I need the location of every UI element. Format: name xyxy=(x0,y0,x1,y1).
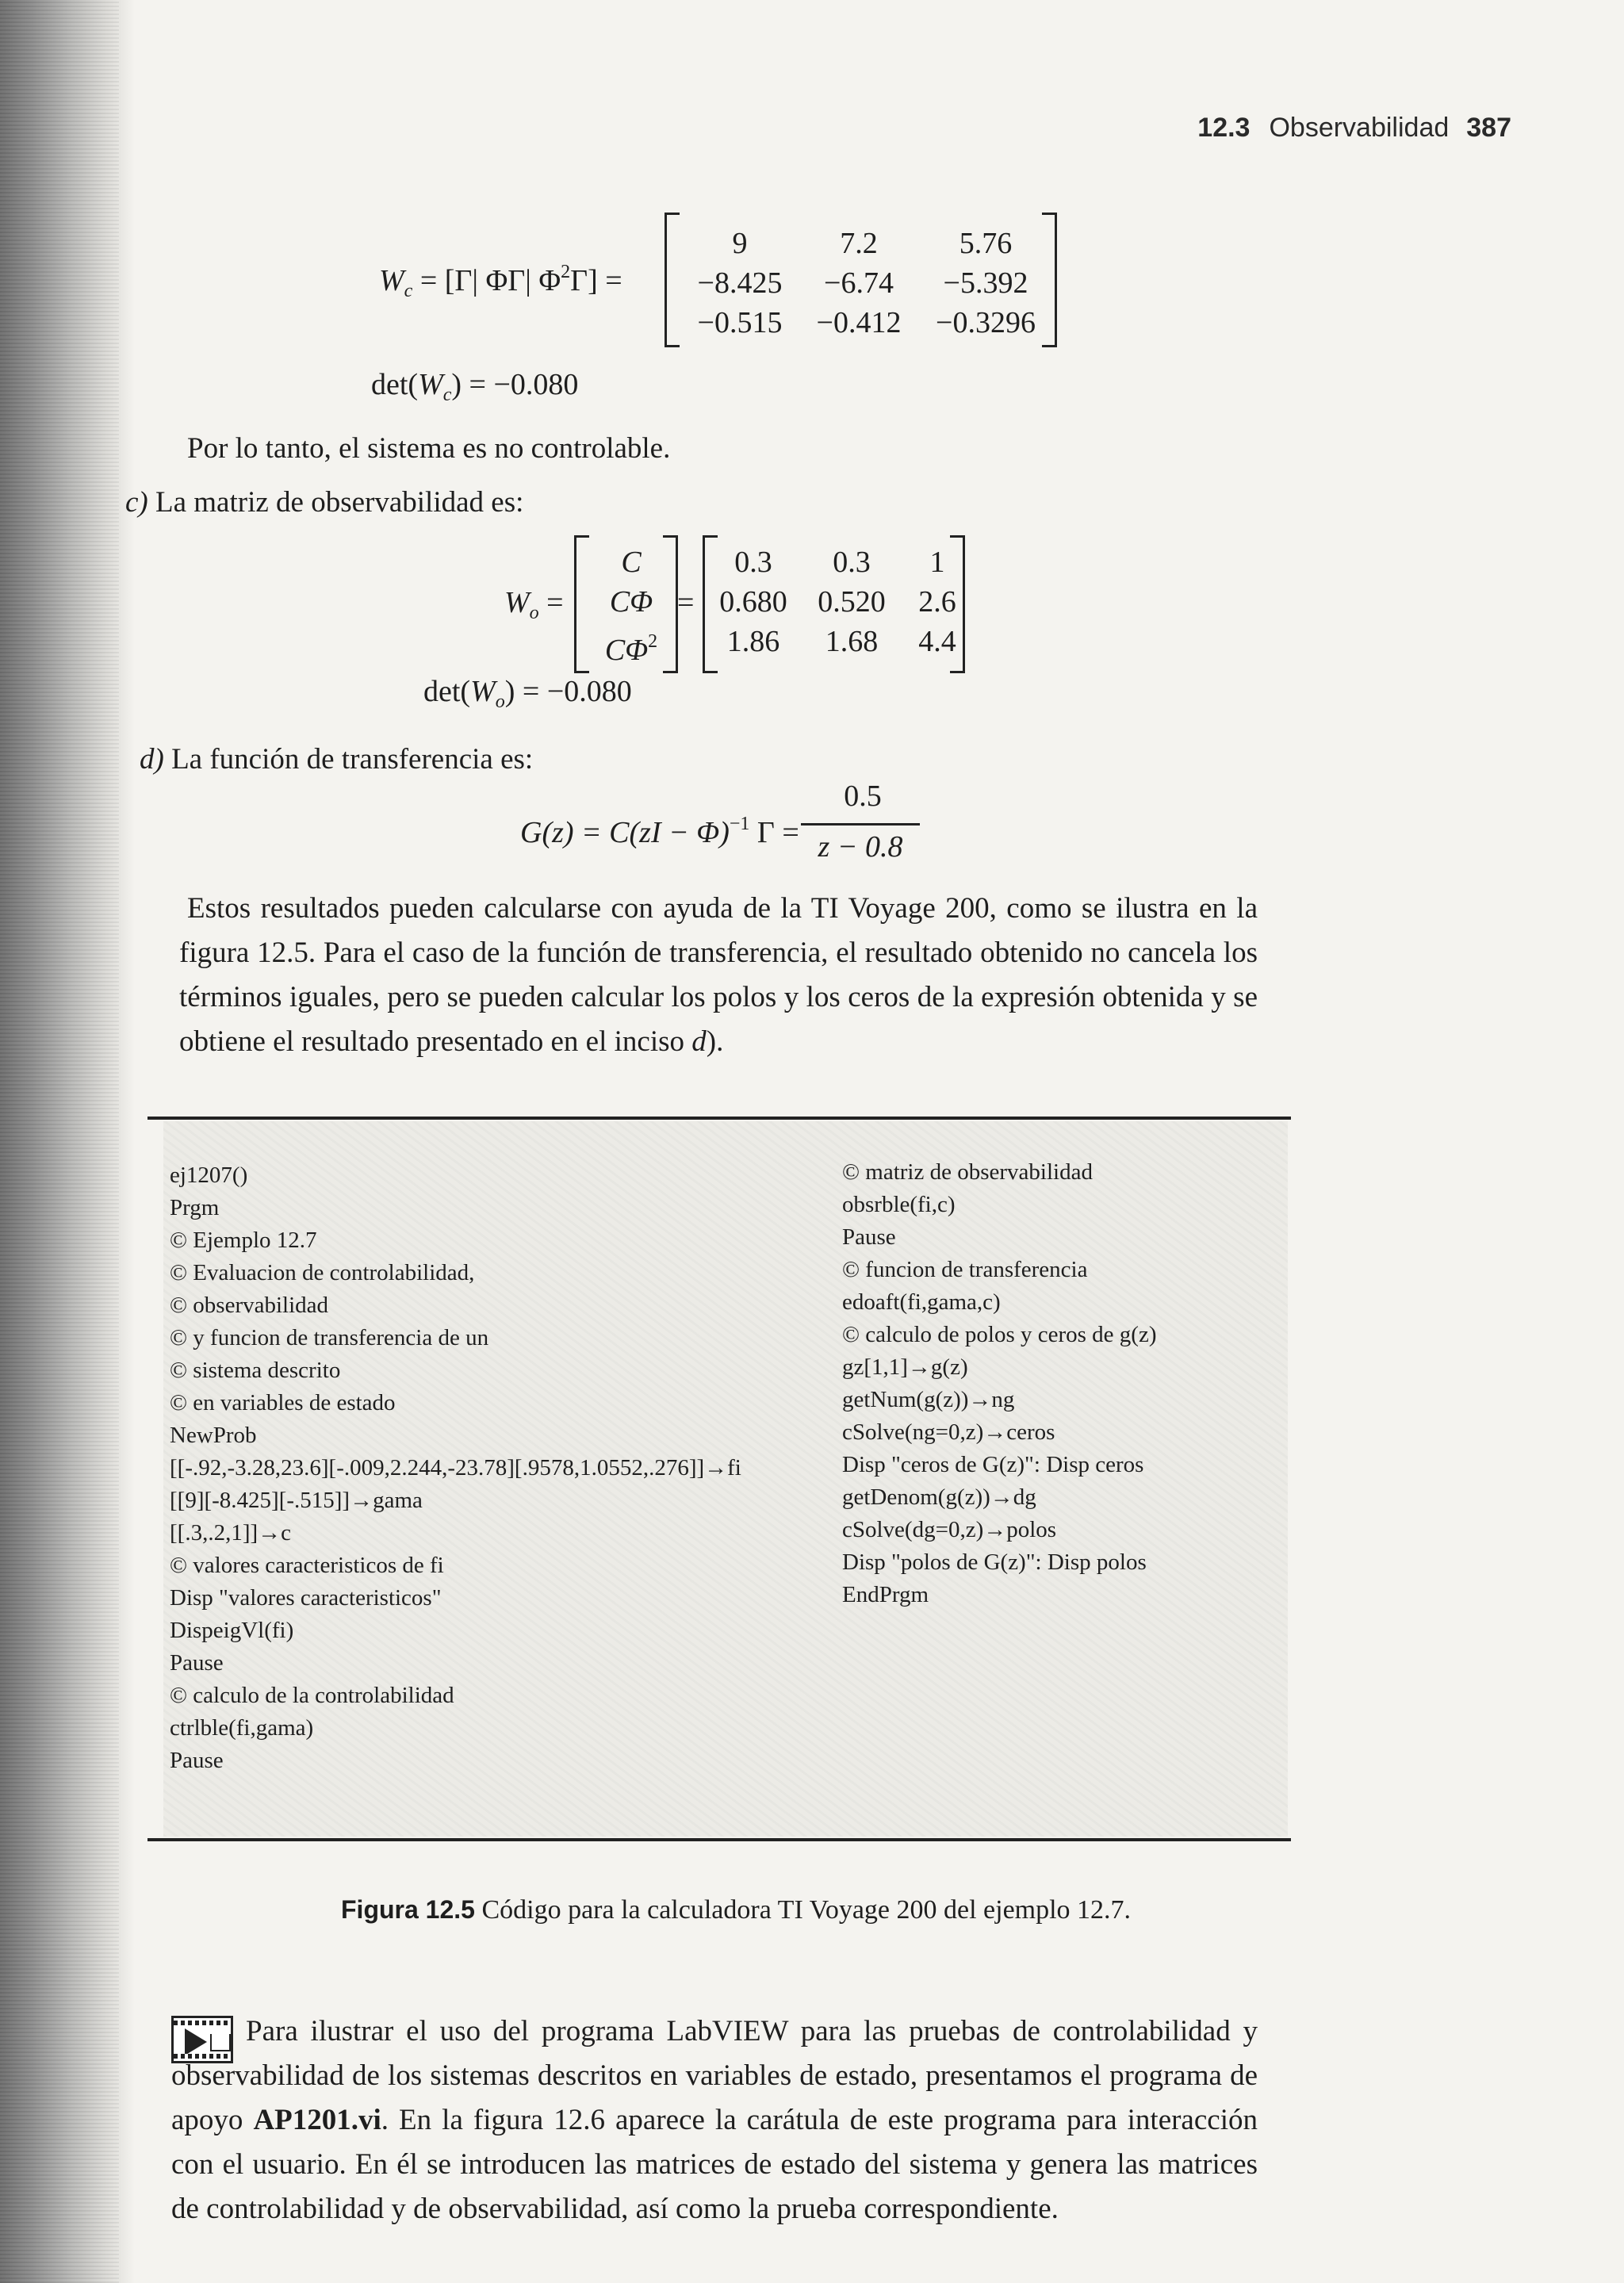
item-c xyxy=(125,481,523,525)
code-line: ctrlble(fi,gama) xyxy=(170,1715,314,1741)
wo-subscript: o xyxy=(529,603,539,623)
exponent: 2 xyxy=(561,262,571,282)
matrix-cell: 0.680 xyxy=(719,585,787,619)
not-controllable-text: Por lo tanto, el sistema es no controlable. xyxy=(187,432,671,465)
wo-symbol: W xyxy=(504,586,530,619)
para-text: ). xyxy=(706,1025,724,1058)
tf-gamma: Γ = xyxy=(756,816,799,849)
wc-determinant xyxy=(371,367,578,406)
wc-symbol: W xyxy=(379,264,404,297)
matrix-cell: −8.425 xyxy=(697,266,783,300)
wc-matrix-left-bracket xyxy=(665,213,680,347)
para-text: . En la figura 12.6 aparece la carátula de este programa para interacción con el usuario. En él se introducen las matrices de estado del sistema y genera las matrices de controlabilidad y de observabilidad, así como la prueba correspondiente. xyxy=(171,2104,1258,2225)
code-line: obsrble(fi,c) xyxy=(842,1192,956,1217)
code-line: © sistema descrito xyxy=(170,1358,341,1383)
wc-definition xyxy=(379,262,622,302)
eq-sign: = xyxy=(546,586,564,619)
wc-subscript: c xyxy=(404,281,413,301)
section-title: Observabilidad xyxy=(1269,113,1450,143)
tf-numerator: 0.5 xyxy=(844,780,882,813)
wc-matrix-right-bracket xyxy=(1042,213,1057,347)
code-line: [[.3,.2,1]]→c xyxy=(170,1520,292,1546)
symbolic-entry: CΦ xyxy=(604,634,649,667)
code-line: © valores caracteristicos de fi xyxy=(170,1553,444,1578)
code-line: Pause xyxy=(170,1650,224,1676)
wo-matrix-right-bracket xyxy=(950,535,965,673)
figure-caption xyxy=(341,1895,1131,1925)
phi: Φ xyxy=(530,264,561,297)
matrix-cell: 4.4 xyxy=(918,625,956,658)
matrix-cell: 0.3 xyxy=(833,546,871,579)
eq-sign: = xyxy=(597,264,622,297)
matrix-cell: 0.520 xyxy=(818,585,886,619)
code-left-column xyxy=(170,1159,741,1777)
code-line: [[9][-8.425][-.515]]→gama xyxy=(170,1488,423,1513)
code-line: cSolve(ng=0,z)→ceros xyxy=(842,1419,1055,1445)
code-line: © matriz de observabilidad xyxy=(842,1159,1093,1185)
figure-caption-text: Código para la calculadora TI Voyage 200 del ejemplo 12.7. xyxy=(481,1895,1132,1925)
matrix-cell: −0.515 xyxy=(697,306,783,339)
section-number: 12.3 xyxy=(1197,113,1251,143)
matrix-cell: 2.6 xyxy=(918,585,956,619)
matrix-cell: 7.2 xyxy=(840,227,878,260)
running-header xyxy=(1197,113,1511,144)
det-w: W xyxy=(418,368,443,401)
page-number: 387 xyxy=(1466,113,1511,143)
figure-top-rule xyxy=(147,1117,1291,1120)
matrix-cell: −6.74 xyxy=(824,266,894,300)
item-text: La función de transferencia es: xyxy=(171,743,534,776)
program-name: AP1201.vi xyxy=(253,2104,381,2136)
det-value: ) = −0.080 xyxy=(451,368,579,401)
det-label: det( xyxy=(371,368,419,401)
matrix-cell: 5.76 xyxy=(959,227,1013,260)
fraction-bar xyxy=(801,823,920,825)
code-line: Disp "ceros de G(z)": Disp ceros xyxy=(842,1452,1144,1477)
para-text: Para ilustrar el uso del programa LabVIEW para las pruebas de controlabilidad y observabilidad de los sistemas descritos en variables de estado, presentamos el programa de apoyo xyxy=(171,2015,1258,2136)
bar: | xyxy=(525,264,531,297)
para-text: Estos resultados pueden calcularse con ayuda de la TI Voyage 200, como se ilustra en la figura 12.5. Para el caso de la función de transferencia, el resultado obtenido no cancela los términos iguales, pero se pueden calcular los polos y los ceros de la expresión obtenida y se obtiene el resultado presentado en el inciso xyxy=(179,892,1258,1058)
bar: | xyxy=(472,264,478,297)
tf-denominator: z − 0.8 xyxy=(818,830,903,864)
wo-symbolic-left-bracket xyxy=(574,535,589,673)
paragraph-voyage xyxy=(179,887,1258,1064)
code-line: © y funcion de transferencia de un xyxy=(170,1325,489,1350)
wo-determinant xyxy=(423,674,632,713)
item-letter: d) xyxy=(140,743,164,776)
code-line: EndPrgm xyxy=(842,1582,929,1607)
code-line: © calculo de polos y ceros de g(z) xyxy=(842,1322,1157,1347)
code-line: © Ejemplo 12.7 xyxy=(170,1228,317,1253)
det-value: ) = −0.080 xyxy=(504,675,632,708)
para-italic: d xyxy=(691,1025,707,1058)
det-sub: o xyxy=(495,691,505,712)
eq-sign: = xyxy=(419,264,445,297)
det-w: W xyxy=(470,675,496,708)
code-right-column xyxy=(842,1156,1156,1611)
code-line: © en variables de estado xyxy=(170,1390,396,1415)
wc-matrix xyxy=(680,224,1053,343)
phi-gamma: ΦΓ xyxy=(477,264,526,297)
code-line: © funcion de transferencia xyxy=(842,1257,1088,1282)
wo-matrix xyxy=(704,542,974,661)
code-line: ej1207() xyxy=(170,1163,248,1188)
code-line: getDenom(g(z))→dg xyxy=(842,1484,1036,1510)
item-text: La matriz de observabilidad es: xyxy=(155,486,524,519)
code-line: Pause xyxy=(170,1748,224,1773)
paragraph-labview xyxy=(171,2009,1258,2231)
code-line: © observabilidad xyxy=(170,1293,329,1318)
gamma: [Γ xyxy=(444,264,473,297)
code-line: © Evaluacion de controlabilidad, xyxy=(170,1260,475,1285)
matrix-cell: −0.412 xyxy=(816,306,902,339)
wo-eq2: = xyxy=(677,586,695,619)
spine-texture xyxy=(0,0,119,2283)
symbolic-entry: CΦ xyxy=(609,585,653,619)
matrix-cell: 0.3 xyxy=(734,546,772,579)
code-line: DispeigVl(fi) xyxy=(170,1618,294,1643)
matrix-cell: −5.392 xyxy=(943,266,1028,300)
matrix-cell: −0.3296 xyxy=(936,306,1036,339)
wo-symbolic-right-bracket xyxy=(663,535,678,673)
code-line: gz[1,1]→g(z) xyxy=(842,1354,968,1380)
item-letter: c) xyxy=(125,486,148,519)
code-line: cSolve(dg=0,z)→polos xyxy=(842,1517,1057,1542)
code-line: Pause xyxy=(842,1224,896,1250)
matrix-cell: 9 xyxy=(732,227,748,260)
code-line: getNum(g(z))→ng xyxy=(842,1387,1015,1412)
exponent: 2 xyxy=(648,631,658,652)
code-line: Disp "polos de G(z)": Disp polos xyxy=(842,1549,1147,1575)
code-line: edoaft(fi,gama,c) xyxy=(842,1289,1001,1315)
matrix-cell: 1 xyxy=(929,546,945,579)
tf-expression: G(z) = C(zI − Φ) xyxy=(520,816,730,849)
gamma-close: Γ] xyxy=(570,264,598,297)
det-sub: c xyxy=(442,385,452,405)
code-line: Disp "valores caracteristicos" xyxy=(170,1585,442,1611)
symbolic-entry: C xyxy=(621,546,642,579)
wo-symbolic-matrix xyxy=(588,542,674,670)
det-label: det( xyxy=(423,675,471,708)
code-line: [[-.92,-3.28,23.6][-.009,2.244,-23.78][.9578,1.0552,.276]]→fi xyxy=(170,1455,741,1481)
code-line: © calculo de la controlabilidad xyxy=(170,1683,454,1708)
transfer-function-lhs xyxy=(520,814,799,850)
tf-exponent: −1 xyxy=(729,814,750,834)
code-line: Prgm xyxy=(170,1195,220,1220)
matrix-cell: 1.86 xyxy=(726,625,780,658)
figure-label: Figura 12.5 xyxy=(341,1895,475,1924)
wo-lhs xyxy=(504,585,564,624)
matrix-cell: 1.68 xyxy=(825,625,879,658)
item-d xyxy=(140,737,533,782)
figure-bottom-rule xyxy=(147,1838,1291,1841)
code-line: NewProb xyxy=(170,1423,257,1448)
